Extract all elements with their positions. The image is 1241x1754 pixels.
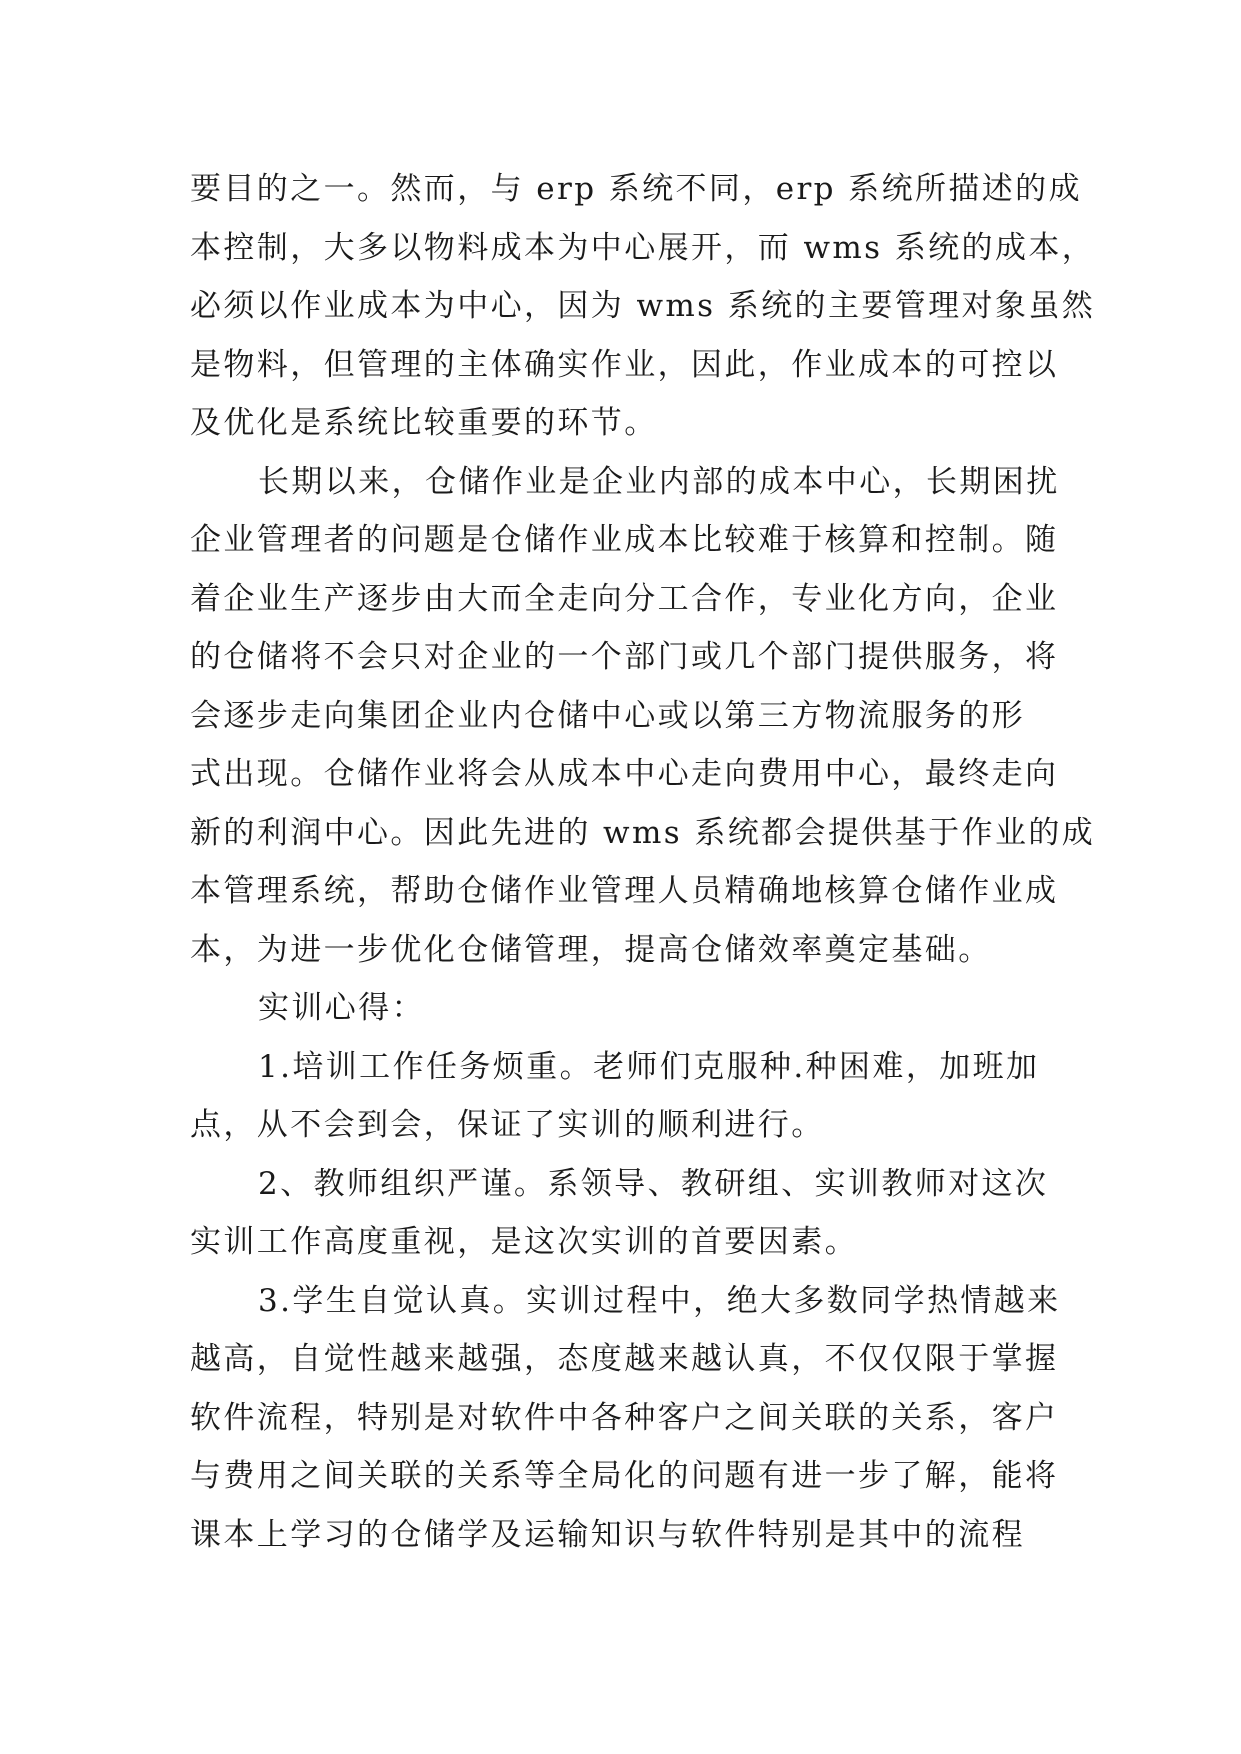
- text-line: 的仓储将不会只对企业的一个部门或几个部门提供服务，将: [190, 639, 1059, 675]
- text-line: 课本上学习的仓储学及运输知识与软件特别是其中的流程: [190, 1516, 1025, 1553]
- text-line: 本管理系统，帮助仓储作业管理人员精确地核算仓储作业成: [190, 873, 1059, 909]
- text-line: 必须以作业成本为中心，因为 wms 系统的主要管理对象虽然: [190, 288, 1096, 324]
- text-line: 及优化是系统比较重要的环节。: [190, 405, 658, 441]
- text-line: 实训工作高度重视，是这次实训的首要因素。: [190, 1224, 858, 1260]
- text-line: 是物料，但管理的主体确实作业，因此，作业成本的可控以: [190, 346, 1059, 383]
- document-body: [190, 160, 1096, 1564]
- text-line: 与费用之间关联的关系等全局化的问题有进一步了解，能将: [190, 1458, 1059, 1494]
- text-line: 点，从不会到会，保证了实训的顺利进行。: [190, 1107, 825, 1143]
- text-line: 企业管理者的问题是仓储作业成本比较难于核算和控制。随: [190, 522, 1059, 558]
- text-line: 1.培训工作任务烦重。老师们克服种.种困难，加班加: [258, 1048, 1040, 1085]
- text-line: 软件流程，特别是对软件中各种客户之间关联的关系，客户: [190, 1399, 1059, 1436]
- text-line: 2、教师组织严谨。系领导、教研组、实训教师对这次: [258, 1165, 1049, 1202]
- text-line: 本控制，大多以物料成本为中心展开，而 wms 系统的成本，: [190, 229, 1096, 266]
- text-line: 3.学生自觉认真。实训过程中，绝大多数同学热情越来: [258, 1282, 1061, 1319]
- text-line: 本，为进一步优化仓储管理，提高仓储效率奠定基础。: [190, 931, 992, 968]
- text-line: 新的利润中心。因此先进的 wms 系统都会提供基于作业的成: [190, 814, 1096, 851]
- text-line: 着企业生产逐步由大而全走向分工合作，专业化方向，企业: [190, 580, 1059, 617]
- text-line: 式出现。仓储作业将会从成本中心走向费用中心，最终走向: [190, 756, 1059, 792]
- text-line: 要目的之一。然而，与 erp 系统不同，erp 系统所描述的成: [190, 171, 1082, 207]
- text-line: 会逐步走向集团企业内仓储中心或以第三方物流服务的形: [190, 697, 1025, 734]
- text-line: 长期以来，仓储作业是企业内部的成本中心，长期困扰: [258, 463, 1060, 500]
- text-line: 实训心得：: [258, 990, 425, 1026]
- text-line: 越高，自觉性越来越强，态度越来越认真，不仅仅限于掌握: [190, 1341, 1059, 1377]
